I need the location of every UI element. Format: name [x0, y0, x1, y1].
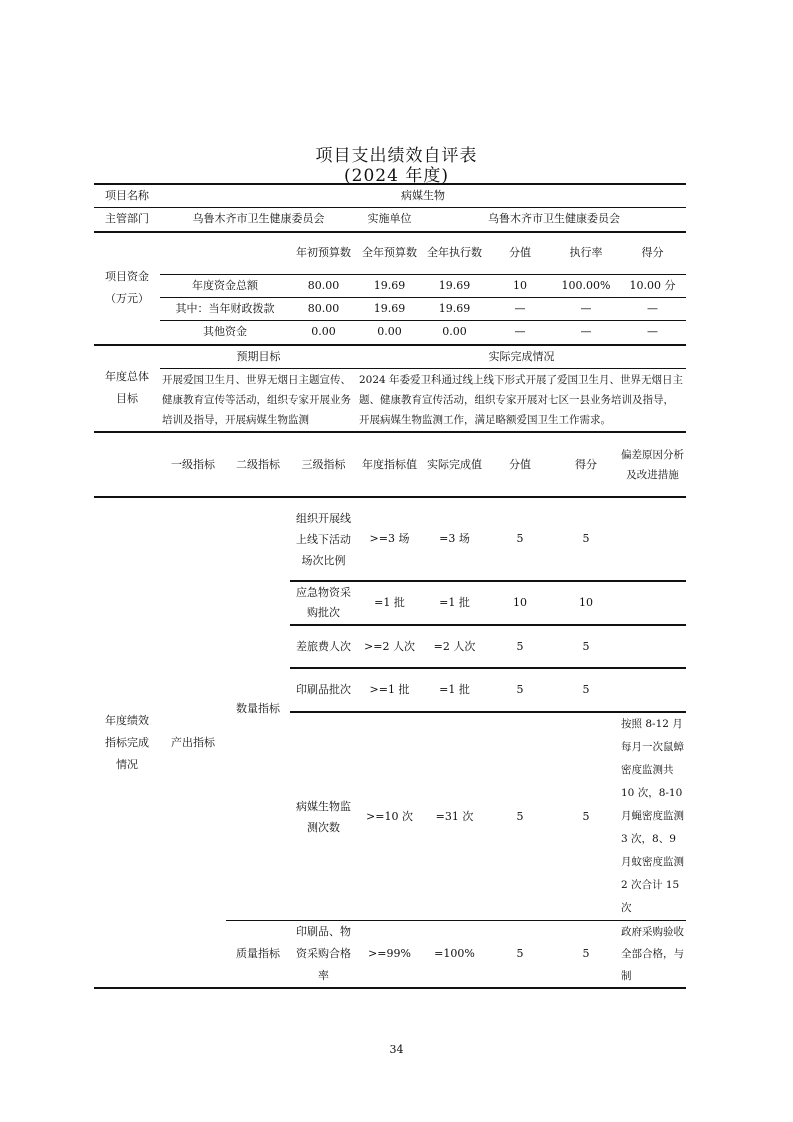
indicator-name: 印刷品批次 — [290, 668, 357, 712]
indicator-name: 印刷品、物资采购合格率 — [290, 921, 357, 989]
indicator-row — [94, 497, 686, 581]
indicator-score: 5 — [487, 625, 553, 668]
goals-header-row — [94, 345, 686, 369]
indicator-header: 得分 — [553, 432, 619, 497]
funds-cell: — — [553, 321, 619, 345]
indicator-name: 应急物资采购批次 — [290, 581, 357, 625]
indicator-header: 实际完成值 — [422, 432, 487, 497]
expected-text: 开展爱国卫生月、世界无烟日主题宣传、健康教育宣传等活动，组织专家开展业务培训及指导，开展病媒生物监测 — [160, 368, 357, 432]
funds-header: 年初预算数 — [290, 232, 357, 275]
indicator-note — [619, 625, 686, 668]
indicator-note: 按照 8-12 月每月一次鼠蟑密度监测共 10 次，8-10 月蝇密度监测 3 次，8、9 月蚊密度监测 2 次合计 15 次 — [619, 712, 686, 921]
indicator-got: 5 — [553, 668, 619, 712]
indicator-actual: =100% — [422, 921, 487, 989]
indicator-actual: =2 人次 — [422, 625, 487, 668]
project-name-value: 病媒生物 — [160, 184, 686, 208]
dept-value: 乌鲁木齐市卫生健康委员会 — [160, 208, 357, 232]
row-project-name — [94, 184, 686, 208]
funds-cell: — — [619, 321, 686, 345]
funds-header: 全年执行数 — [422, 232, 487, 275]
funds-header: 得分 — [619, 232, 686, 275]
funds-row-name: 其中：当年财政拨款 — [160, 298, 290, 321]
funds-cell: 0.00 — [422, 321, 487, 345]
funds-header-row — [94, 232, 686, 275]
indicator-actual: =31 次 — [422, 712, 487, 921]
indicator-actual: =1 批 — [422, 668, 487, 712]
indicator-name: 组织开展线上线下活动场次比例 — [290, 497, 357, 581]
indicator-target: >=10 次 — [357, 712, 422, 921]
indicator-score: 10 — [487, 581, 553, 625]
goals-row — [94, 368, 686, 432]
indicator-note — [619, 497, 686, 581]
indicator-target: >=99% — [357, 921, 422, 989]
impl-value: 乌鲁木齐市卫生健康委员会 — [422, 208, 686, 232]
funds-cell: 80.00 — [290, 275, 357, 298]
page-number: 34 — [389, 1043, 404, 1056]
row-dept — [94, 208, 686, 232]
funds-cell: — — [619, 298, 686, 321]
page-title: 项目支出绩效自评表 — [315, 146, 478, 166]
indicator-target: >=3 场 — [357, 497, 422, 581]
performance-table — [94, 183, 686, 989]
indicator-score: 5 — [487, 712, 553, 921]
funds-cell: 19.69 — [422, 298, 487, 321]
funds-cell: 0.00 — [290, 321, 357, 345]
funds-cell: — — [487, 298, 553, 321]
funds-cell: 19.69 — [357, 298, 422, 321]
funds-label: 项目资金 （万元） — [94, 232, 160, 345]
indicator-actual: =3 场 — [422, 497, 487, 581]
funds-cell: 100.00% — [553, 275, 619, 298]
qual-label: 质量指标 — [226, 921, 290, 989]
indicator-name: 病媒生物监测次数 — [290, 712, 357, 921]
indicator-name: 差旅费人次 — [290, 625, 357, 668]
indicator-target: >=1 批 — [357, 668, 422, 712]
indicator-got: 5 — [553, 625, 619, 668]
indicator-header: 一级指标 — [160, 432, 226, 497]
indicator-score: 5 — [487, 497, 553, 581]
funds-cell: 19.69 — [357, 275, 422, 298]
indicator-note: 政府采购验收全部合格，与制 — [619, 921, 686, 989]
section-label: 年度绩效 指标完成 情况 — [94, 497, 160, 988]
funds-header: 执行率 — [553, 232, 619, 275]
impl-label: 实施单位 — [357, 208, 422, 232]
project-name-label: 项目名称 — [94, 184, 160, 208]
funds-row-name: 年度资金总额 — [160, 275, 290, 298]
indicator-got: 5 — [553, 712, 619, 921]
indicator-header-row — [94, 432, 686, 497]
level1-label: 产出指标 — [160, 497, 226, 988]
funds-header: 全年预算数 — [357, 232, 422, 275]
funds-cell: 80.00 — [290, 298, 357, 321]
indicator-note — [619, 668, 686, 712]
actual-header: 实际完成情况 — [357, 345, 686, 369]
funds-row — [94, 298, 686, 321]
indicator-score: 5 — [487, 668, 553, 712]
indicator-header: 偏差原因分析及改进措施 — [619, 432, 686, 497]
indicator-got: 5 — [553, 921, 619, 989]
funds-cell: 19.69 — [422, 275, 487, 298]
funds-cell: — — [553, 298, 619, 321]
funds-cell: — — [487, 321, 553, 345]
indicator-header: 二级指标 — [226, 432, 290, 497]
qty-label: 数量指标 — [236, 702, 280, 715]
funds-row — [94, 321, 686, 345]
actual-text: 2024 年委爱卫科通过线上线下形式开展了爱国卫生月、世界无烟日主题、健康教育宣传活动，组织专家开展对七区一县业务培训及指导，开展病媒生物监测工作，满足略额爱国卫生工作需求。 — [357, 368, 686, 432]
funds-cell: 0.00 — [357, 321, 422, 345]
funds-row-name: 其他资金 — [160, 321, 290, 345]
indicator-header: 年度指标值 — [357, 432, 422, 497]
goals-label: 年度总体 目标 — [94, 345, 160, 433]
funds-cell: 10 — [487, 275, 553, 298]
funds-cell: 10.00 分 — [619, 275, 686, 298]
indicator-target: >=2 人次 — [357, 625, 422, 668]
indicator-header: 三级指标 — [290, 432, 357, 497]
indicator-target: =1 批 — [357, 581, 422, 625]
indicator-actual: =1 批 — [422, 581, 487, 625]
indicator-header: 分值 — [487, 432, 553, 497]
indicator-note — [619, 581, 686, 625]
indicator-score: 5 — [487, 921, 553, 989]
indicator-got: 5 — [553, 497, 619, 581]
funds-row — [94, 275, 686, 298]
funds-header: 分值 — [487, 232, 553, 275]
indicator-got: 10 — [553, 581, 619, 625]
dept-label: 主管部门 — [94, 208, 160, 232]
expected-header: 预期目标 — [160, 345, 357, 369]
page-subtitle: (2024 年度) — [344, 166, 449, 186]
